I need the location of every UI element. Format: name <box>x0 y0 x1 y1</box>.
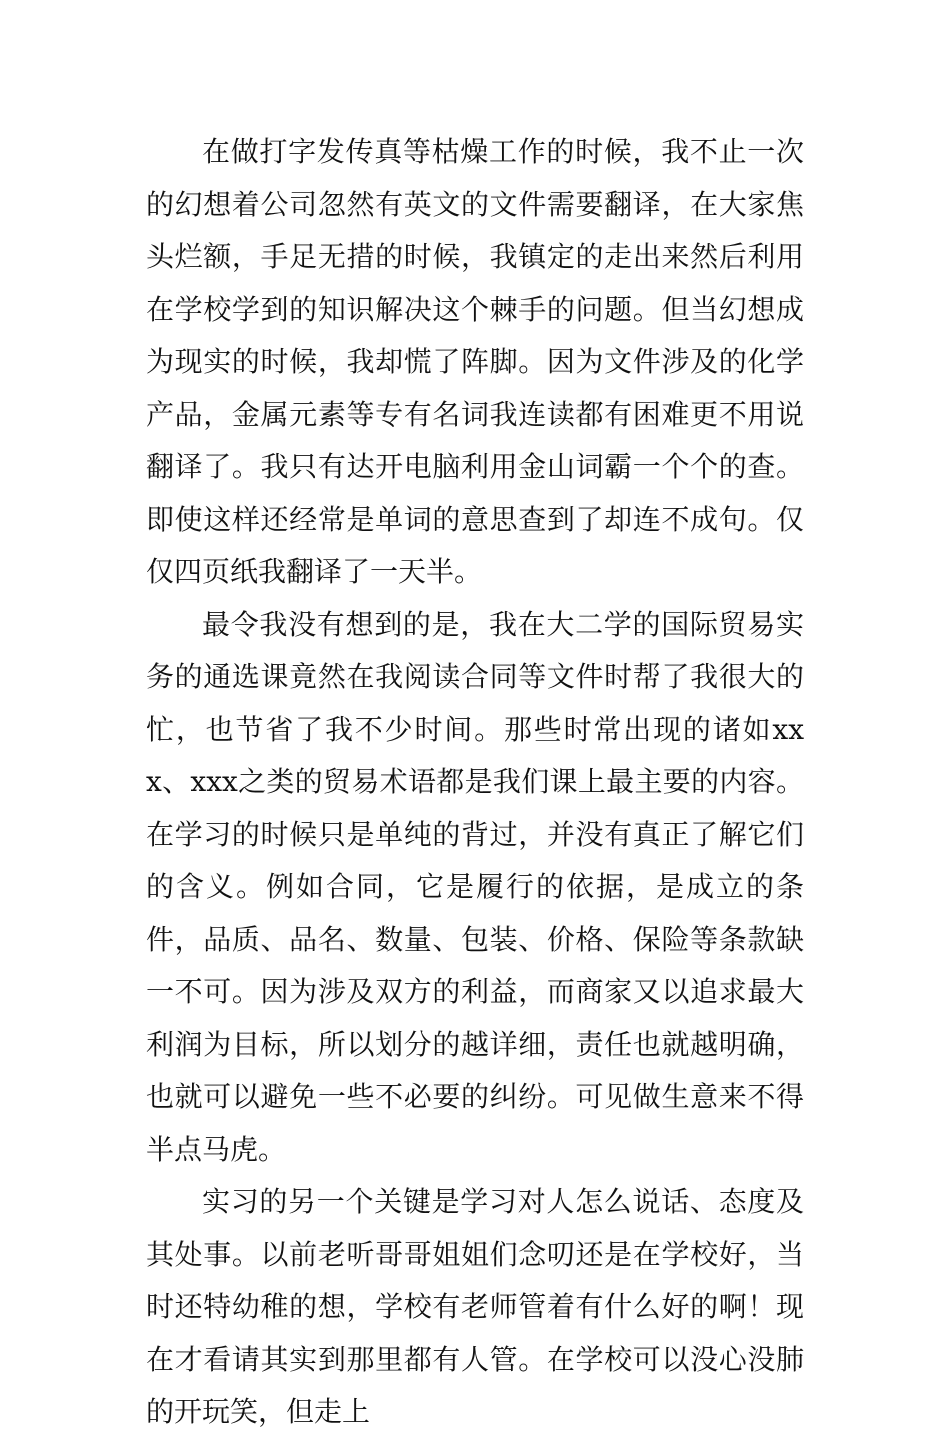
paragraph-workplace-manners: 实习的另一个关键是学习对人怎么说话、态度及其处事。以前老听哥哥姐姐们念叨还是在学校好，当时还特幼稚的想，学校有老师管着有什么好的啊！现在才看请其实到那里都有人管。在学校可以没心没肺的开玩笑，但走上 <box>146 1185 804 1428</box>
paragraph-trade-course: 最令我没有想到的是，我在大二学的国际贸易实务的通选课竟然在我阅读合同等文件时帮了我很大的忙，也节省了我不少时间。那些时常出现的诸如xxx、xxx之类的贸易术语都是我们课上最主要的内容。在学习的时候只是单纯的背过，并没有真正了解它们的含义。例如合同，它是履行的依据，是成立的条件，品质、品名、数量、包装、价格、保险等条款缺一不可。因为涉及双方的利益，而商家又以追求最大利润为目标，所以划分的越详细，责任也就越明确，也就可以避免一些不必要的纠纷。可见做生意来不得半点马虎。 <box>146 607 804 1166</box>
paragraph-translation-experience: 在做打字发传真等枯燥工作的时候，我不止一次的幻想着公司忽然有英文的文件需要翻译，在大家焦头烂额，手足无措的时候，我镇定的走出来然后利用在学校学到的知识解决这个棘手的问题。但当幻想成为现实的时候，我却慌了阵脚。因为文件涉及的化学产品，金属元素等专有名词我连读都有困难更不用说翻译了。我只有达开电脑利用金山词霸一个个的查。即使这样还经常是单词的意思查到了却连不成句。仅仅四页纸我翻译了一天半。 <box>146 135 804 588</box>
